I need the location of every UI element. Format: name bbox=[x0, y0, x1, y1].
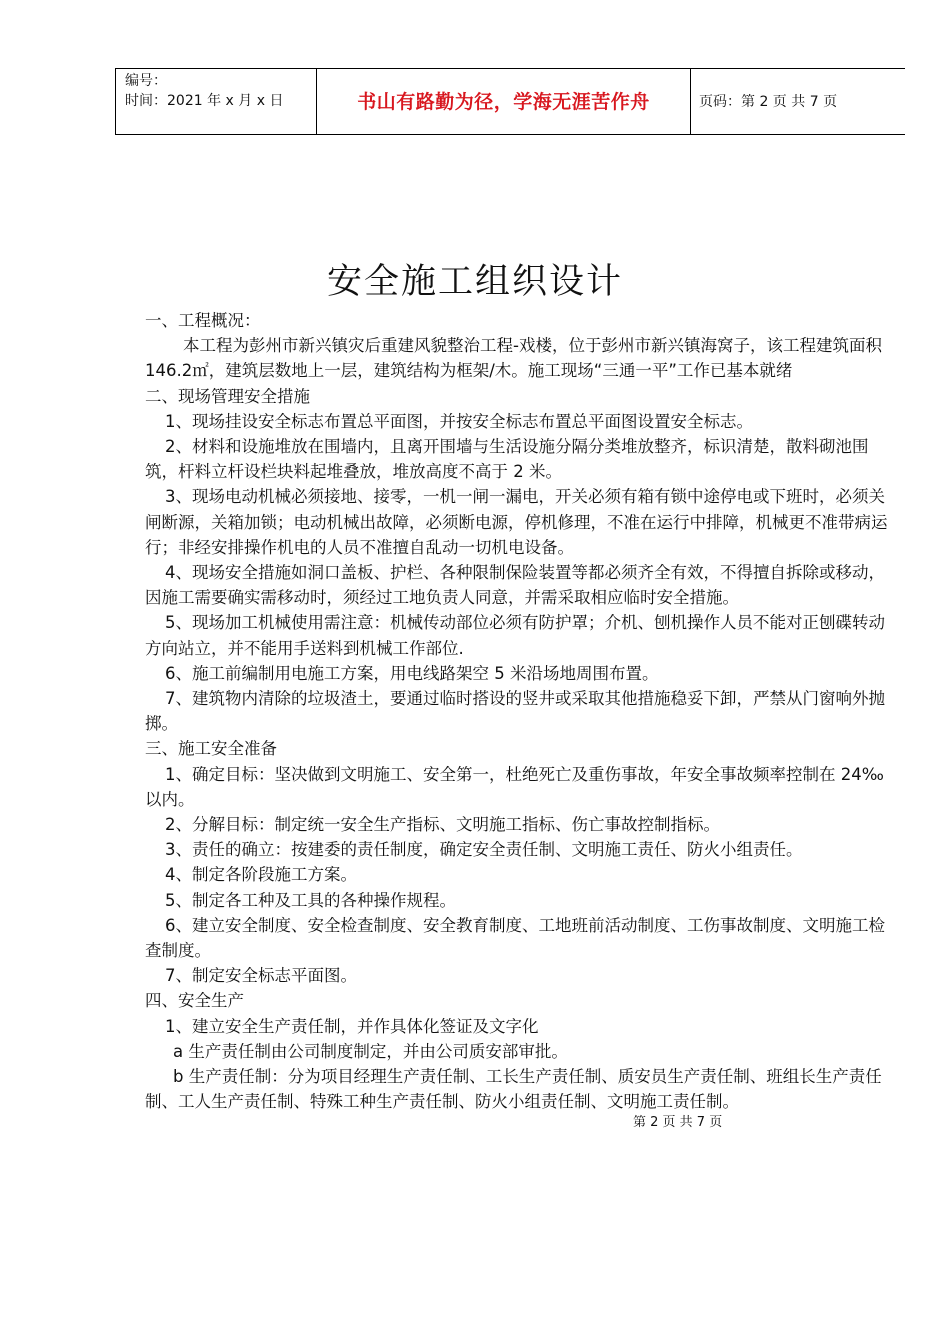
paragraph: 2、材料和设施堆放在围墙内，且离开围墙与生活设施分隔分类堆放整齐，标识清楚，散料砌池围筑，杆料立杆设栏块料起堆叠放，堆放高度不高于 2 米。 bbox=[145, 437, 869, 482]
paragraph: 本工程为彭州市新兴镇灾后重建风貌整治工程-戏楼，位于彭州市新兴镇海窝子，该工程建筑面积 146.2㎡，建筑层数地上一层，建筑结构为框架/木。施工现场“三通一平”工作已基本就绪 bbox=[145, 336, 882, 381]
paragraph: 1、建立安全生产责任制，并作具体化签证及文字化 bbox=[165, 1016, 539, 1036]
document-title: 安全施工组织设计 bbox=[326, 262, 623, 302]
paragraph: a 生产责任制由公司制度制定，并由公司质安部审批。 bbox=[173, 1041, 568, 1061]
section-heading: 一、工程概况： bbox=[145, 311, 261, 330]
paragraph: 4、现场安全措施如洞口盖板、护栏、各种限制保险装置等都必须齐全有效，不得擅自拆除或移动，因施工需要确实需移动时，须经过工地负责人同意，并需采取相应临时安全措施。 bbox=[145, 563, 885, 608]
header-table bbox=[115, 68, 905, 135]
paragraph: 5、制定各工种及工具的各种操作规程。 bbox=[165, 890, 456, 910]
header-meta-cell bbox=[116, 69, 317, 134]
paragraph: 5、现场加工机械使用需注意：机械传动部位必须有防护罩；介机、刨机操作人员不能对正刨碟转动方向站立，并不能用手送料到机械工作部位. bbox=[145, 613, 885, 658]
page-info-text: 页码：第 2 页 共 7 页 bbox=[699, 93, 838, 110]
page-footer: 第 2 页 共 7 页 bbox=[633, 1115, 723, 1130]
paragraph: 7、制定安全标志平面图。 bbox=[165, 966, 357, 986]
section-heading: 三、施工安全准备 bbox=[145, 739, 277, 759]
paragraph: 2、分解目标：制定统一安全生产指标、文明施工指标、伤亡事故控制指标。 bbox=[165, 815, 720, 835]
paragraph: b 生产责任制：分为项目经理生产责任制、工长生产责任制、质安员生产责任制、班组长生产责任制、工人生产责任制、特殊工种生产责任制、防火小组责任制、文明施工责任制。 bbox=[145, 1067, 882, 1112]
document-body bbox=[145, 308, 890, 1115]
paragraph: 7、建筑物内清除的垃圾渣土，要通过临时搭设的竖井或采取其他措施稳妥下卸，严禁从门窗响外抛掷。 bbox=[145, 689, 885, 734]
paragraph: 4、制定各阶段施工方案。 bbox=[165, 865, 357, 885]
paragraph: 6、施工前编制用电施工方案，用电线路架空 5 米沿场地周围布置。 bbox=[165, 663, 659, 683]
motto-text: 书山有路勤为径，学海无涯苦作舟 bbox=[357, 90, 650, 113]
paragraph: 3、责任的确立：按建委的责任制度，确定安全责任制、文明施工责任、防火小组责任。 bbox=[165, 840, 803, 860]
section-heading: 四、安全生产 bbox=[145, 991, 244, 1011]
page-info-cell bbox=[691, 69, 905, 134]
paragraph: 1、确定目标：坚决做到文明施工、安全第一，杜绝死亡及重伤事故，年安全事故频率控制在 24‰以内。 bbox=[145, 764, 884, 809]
paragraph: 3、现场电动机械必须接地、接零，一机一闸一漏电，开关必须有箱有锁中途停电或下班时，必须关闸断源，关箱加锁；电动机械出故障，必须断电源，停机修理，不准在运行中排障，机械更不准带病运行；非经安排操作机电的人员不准擅自乱动一切机电设备。 bbox=[145, 487, 888, 557]
number-label: 编号： bbox=[125, 73, 167, 89]
time-label: 时间：2021 年 x 月 x 日 bbox=[125, 93, 284, 109]
paragraph: 6、建立安全制度、安全检查制度、安全教育制度、工地班前活动制度、工伤事故制度、文明施工检查制度。 bbox=[145, 915, 885, 961]
section-heading: 二、现场管理安全措施 bbox=[145, 386, 310, 406]
paragraph: 1、现场挂设安全标志布置总平面图，并按安全标志布置总平面图设置安全标志。 bbox=[165, 411, 753, 431]
motto-cell bbox=[317, 69, 691, 134]
